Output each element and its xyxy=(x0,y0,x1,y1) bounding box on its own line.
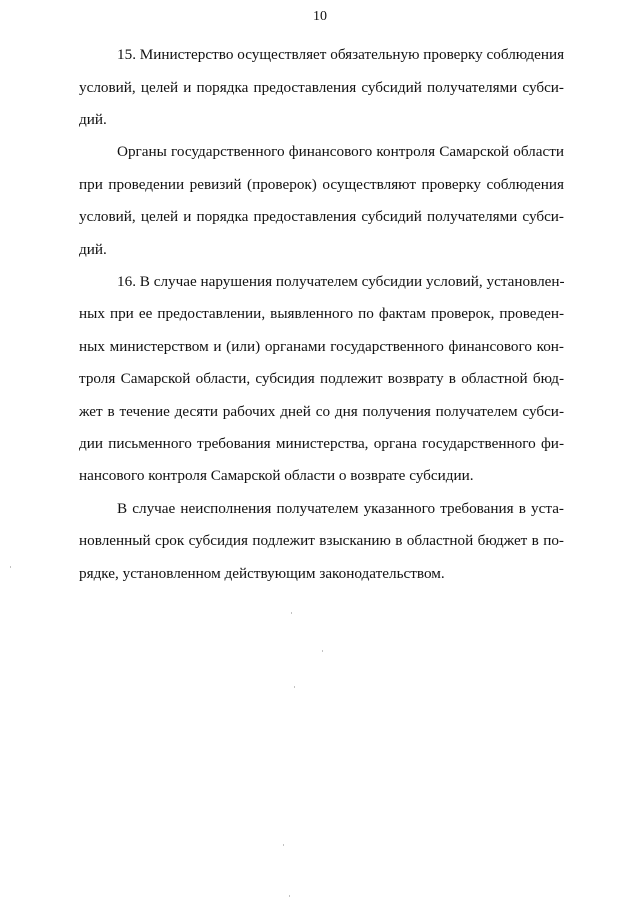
text-line: В случае неисполнения получателем указанного требования в уста- xyxy=(117,500,564,517)
scan-speck xyxy=(294,686,295,688)
text-line: 15. Министерство осуществляет обязательную проверку соблюдения xyxy=(117,46,565,63)
text-line: рядке, установленном действующим законодательством. xyxy=(79,565,445,582)
text-line: при проведении ревизий (проверок) осуществляют проверку соблюдения xyxy=(79,176,564,193)
text-line: 16. В случае нарушения получателем субсидии условий, установлен- xyxy=(117,273,565,290)
scan-speck xyxy=(291,612,292,614)
text-line: дий. xyxy=(79,111,107,128)
text-line: дий. xyxy=(79,241,107,258)
text-line: новленный срок субсидия подлежит взысканию в областной бюджет в по- xyxy=(79,532,564,549)
text-line: условий, целей и порядка предоставления субсидий получателями субси- xyxy=(79,208,564,225)
text-line: нансового контроля Самарской области о возврате субсидии. xyxy=(79,467,474,484)
text-line: ных при ее предоставлении, выявленного по фактам проверок, проведен- xyxy=(79,305,564,322)
text-line: троля Самарской области, субсидия подлежит возврату в областной бюд- xyxy=(79,370,564,387)
text-line: условий, целей и порядка предоставления субсидий получателями субси- xyxy=(79,79,564,96)
text-line: жет в течение десяти рабочих дней со дня получения получателем субси- xyxy=(79,403,564,420)
scan-speck xyxy=(10,566,11,568)
scan-speck xyxy=(283,844,284,846)
text-line: ных министерством и (или) органами государственного финансового кон- xyxy=(79,338,564,355)
text-line: Органы государственного финансового контроля Самарской области xyxy=(117,143,564,160)
scan-speck xyxy=(289,895,290,897)
page-number: 10 xyxy=(313,9,327,24)
text-line: дии письменного требования министерства, органа государственного фи- xyxy=(79,435,564,452)
scan-speck xyxy=(322,650,323,652)
